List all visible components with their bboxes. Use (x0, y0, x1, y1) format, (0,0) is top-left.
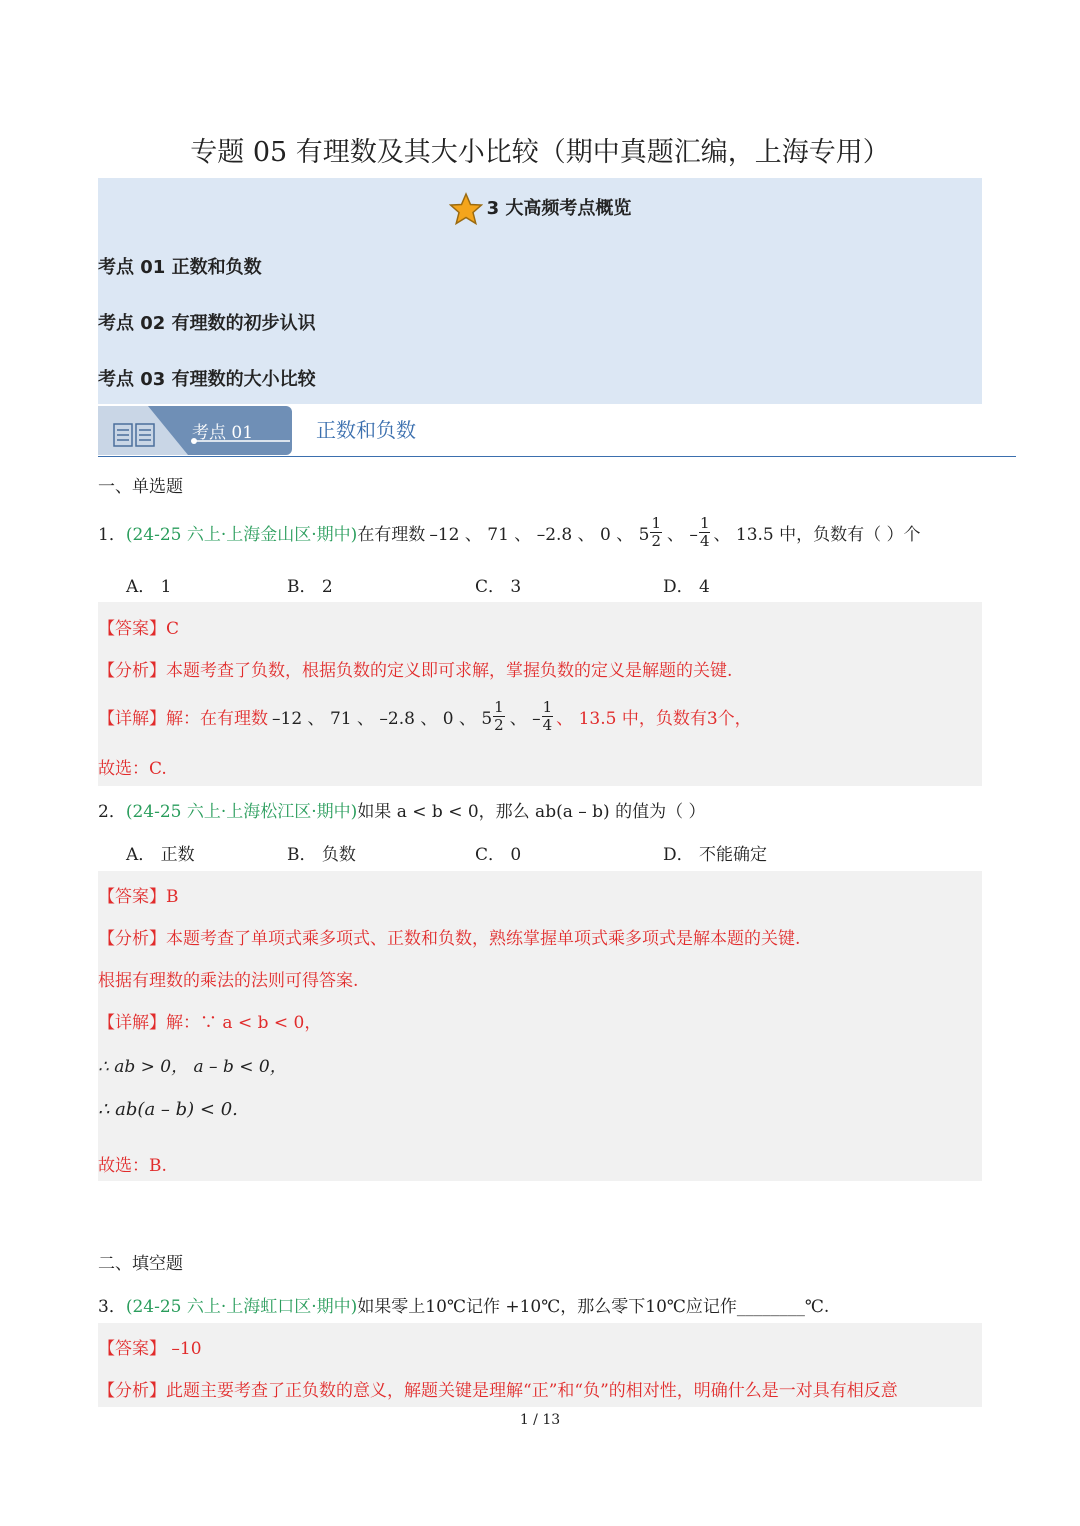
answer-box-1 (98, 602, 982, 786)
overview-box (98, 178, 982, 404)
section-title: 正数和负数 (316, 418, 416, 442)
section-tab-label: 考点 01 (192, 423, 254, 443)
answer-box-3 (98, 1323, 982, 1407)
detail: 【详解】解：∵ a < b < 0， (98, 1013, 322, 1033)
question-source: (24-25 六上·上海虹口区·期中) (125, 1297, 358, 1317)
fraction-one-half: $\frac{1}{2}$ (651, 513, 662, 550)
detail-step-1: ∴ ab > 0， a – b < 0， (98, 1057, 287, 1077)
choice: 故选：B. (98, 1156, 167, 1176)
detail-step-2: ∴ ab(a – b) < 0. (98, 1099, 238, 1120)
fraction-one-quarter: $\frac{1}{4}$ (699, 513, 710, 550)
answer: 【答案】 –10 (98, 1339, 202, 1359)
question-stem: 在有理数 (357, 524, 426, 545)
detail-numbers: –12 、 71 、 –2.8 、 0 、 5 (272, 708, 493, 729)
section-divider (98, 456, 1016, 457)
question-stem: 如果零上10℃记作 +10℃，那么零下10℃应记作________℃. (357, 1297, 830, 1317)
overview-item-01: 考点 01 正数和负数 (98, 257, 262, 278)
option-b: B． 负数 (287, 845, 356, 865)
star-icon (449, 192, 483, 226)
question-source: (24-25 六上·上海松江区·期中) (125, 802, 358, 822)
question-number: 3． (98, 1297, 126, 1317)
fraction-one-quarter: $\frac{1}{4}$ (542, 697, 553, 734)
heading-fill-blank: 二、填空题 (98, 1254, 183, 1274)
analysis: 【分析】此题主要考查了正负数的意义，解题关键是理解“正”和“负”的相对性，明确什么是一对具有相反意 (98, 1381, 898, 1401)
question-number: 2． (98, 802, 126, 822)
question-source: (24-25 六上·上海金山区·期中) (125, 524, 358, 545)
question-1 (98, 510, 921, 554)
option-c: C． 0 (475, 845, 522, 865)
question-stem-end: 、 13.5 中，负数有（ ）个 (713, 524, 921, 545)
question-numbers: –12 、 71 、 –2.8 、 0 、 5 (429, 524, 650, 545)
document-title: 专题 05 有理数及其大小比较（期中真题汇编，上海专用） (190, 137, 890, 168)
option-b: B． 2 (287, 577, 333, 597)
answer: 【答案】C (98, 619, 180, 639)
option-a: A． 正数 (126, 845, 195, 865)
analysis-continued: 根据有理数的乘法的法则可得答案. (98, 971, 359, 991)
answer: 【答案】B (98, 887, 179, 907)
option-a: A． 1 (126, 577, 172, 597)
heading-single-choice: 一、单选题 (98, 477, 183, 497)
choice: 故选：C. (98, 759, 167, 779)
question-number: 1． (98, 524, 126, 545)
detail: 【详解】解：在有理数 –12 、 71 、 –2.8 、 0 、 5 $\frac{1}{2}$ 、 – $\frac{1}{4}$ 、 13.5 中，负数有3个， (98, 697, 752, 734)
analysis: 【分析】本题考查了单项式乘多项式、正数和负数，熟练掌握单项式乘多项式是解本题的关键. (98, 929, 801, 949)
overview-heading-text: 3 大高频考点概览 (486, 198, 632, 219)
option-d: D． 4 (663, 577, 710, 597)
option-c: C． 3 (475, 577, 522, 597)
overview-item-03: 考点 03 有理数的大小比较 (98, 369, 316, 390)
question-stem: 如果 a < b < 0，那么 ab(a – b) 的值为（ ） (357, 802, 706, 822)
overview-heading (98, 192, 982, 226)
answer-box-2 (98, 871, 982, 1181)
option-d: D． 不能确定 (663, 845, 768, 865)
question-separator: 、 – (667, 524, 698, 545)
question-3 (98, 1292, 829, 1317)
question-2 (98, 797, 705, 822)
fraction-one-half: $\frac{1}{2}$ (494, 697, 504, 734)
overview-item-02: 考点 02 有理数的初步认识 (98, 313, 316, 334)
analysis: 【分析】本题考查了负数，根据负数的定义即可求解，掌握负数的定义是解题的关键. (98, 661, 733, 681)
page-number: 1 / 13 (519, 1412, 561, 1428)
